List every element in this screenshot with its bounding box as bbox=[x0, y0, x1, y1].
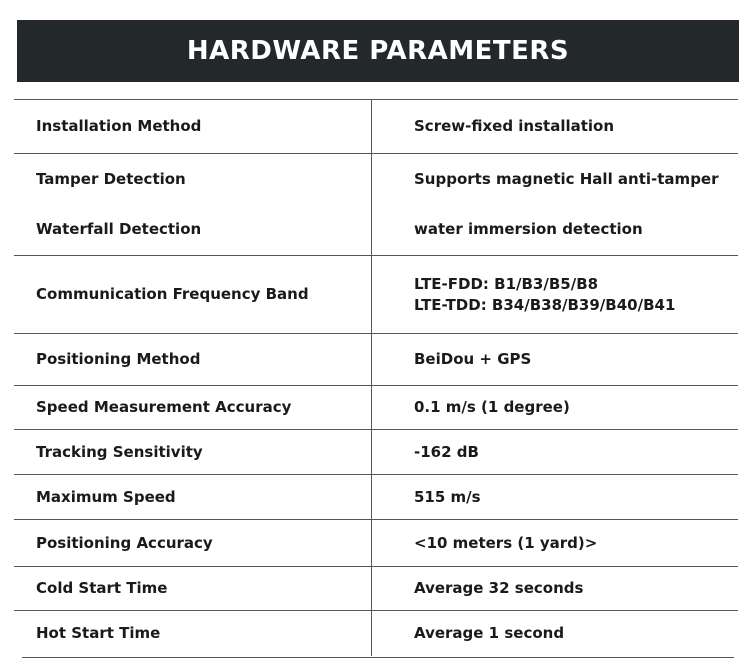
table-row bbox=[14, 256, 738, 334]
table-row bbox=[14, 611, 738, 656]
row-value: Average 32 seconds bbox=[372, 567, 739, 611]
title-banner bbox=[17, 20, 739, 82]
row-value: BeiDou + GPS bbox=[372, 334, 739, 386]
row-label: Hot Start Time bbox=[14, 611, 372, 656]
row-value: water immersion detection bbox=[414, 220, 643, 239]
row-value: -162 dB bbox=[372, 430, 739, 475]
table-row bbox=[14, 100, 738, 154]
row-value: Average 1 second bbox=[372, 611, 739, 656]
row-value: 515 m/s bbox=[372, 475, 739, 520]
table-bottom-divider bbox=[22, 657, 734, 658]
table-row bbox=[14, 430, 738, 475]
row-label: Positioning Method bbox=[14, 334, 372, 386]
table-row bbox=[14, 154, 738, 204]
table-row bbox=[14, 520, 738, 567]
row-label: Installation Method bbox=[14, 100, 372, 154]
page-title: HARDWARE PARAMETERS bbox=[186, 36, 570, 66]
row-label: Maximum Speed bbox=[14, 475, 372, 520]
table-row bbox=[14, 475, 738, 520]
hardware-parameters-table bbox=[14, 99, 738, 656]
row-value: <10 meters (1 yard)> bbox=[372, 520, 739, 567]
table-row bbox=[14, 334, 738, 386]
row-label: Speed Measurement Accuracy bbox=[14, 386, 372, 430]
row-value: 0.1 m/s (1 degree) bbox=[372, 386, 739, 430]
row-label: Positioning Accuracy bbox=[14, 520, 372, 567]
row-value: Supports magnetic Hall anti-tamper bbox=[372, 154, 739, 204]
row-label: Tracking Sensitivity bbox=[14, 430, 372, 475]
row-label: Communication Frequency Band bbox=[14, 256, 372, 334]
table-row bbox=[14, 386, 738, 430]
row-label: Cold Start Time bbox=[14, 567, 372, 611]
row-label: Waterfall Detection bbox=[14, 204, 372, 256]
row-value bbox=[372, 256, 739, 334]
value-line: LTE-TDD: B34/B38/B39/B40/B41 bbox=[414, 295, 676, 314]
row-label: Tamper Detection bbox=[14, 154, 372, 204]
table-row bbox=[14, 567, 738, 611]
row-value: Screw-fixed installation bbox=[372, 100, 739, 154]
table-row bbox=[14, 204, 738, 256]
value-line: LTE-FDD: B1/B3/B5/B8 bbox=[414, 275, 599, 294]
